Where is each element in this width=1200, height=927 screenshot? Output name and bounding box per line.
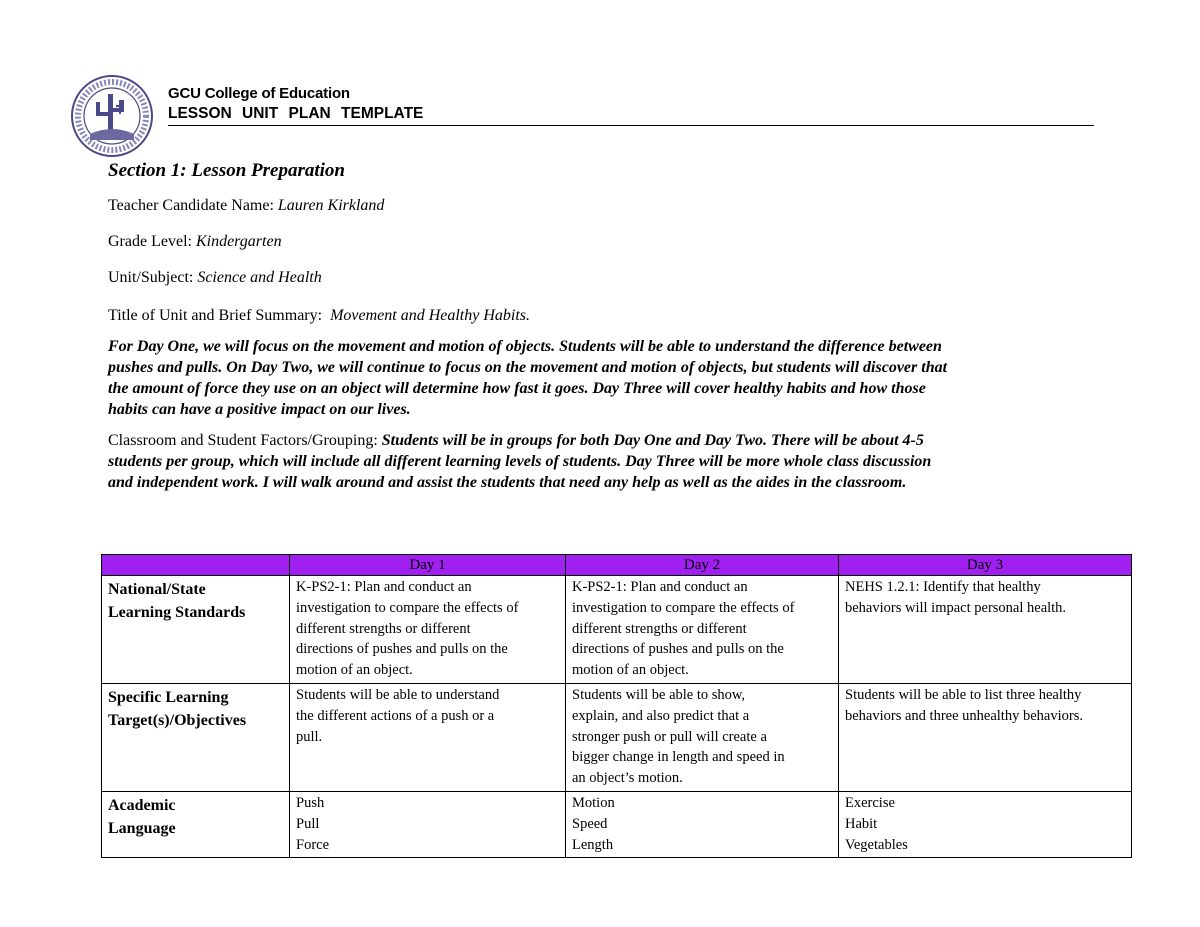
grouping-field: [108, 430, 1098, 493]
unit-summary: [108, 336, 1098, 420]
summary-line: habits can have a positive impact on our lives.: [108, 401, 411, 418]
cell-standards-day-1: [290, 576, 566, 684]
grouping-value: Students will be in groups for both Day One and Day Two. There will be about 4-5: [381, 432, 924, 449]
cell-text-line: behaviors will impact personal health.: [845, 599, 1067, 616]
cell-text-line: Length: [572, 836, 614, 853]
summary-line: the amount of force they use on an object will determine how fast it goes. Day Three will cover healthy habits and how those: [108, 380, 926, 397]
cell-text-line: Push: [296, 794, 325, 811]
summary-line: For Day One, we will focus on the movement and motion of objects. Students will be able to understand the difference between: [108, 338, 942, 355]
cell-language-day-3: [839, 791, 1132, 857]
cell-text-line: different strengths or different: [572, 620, 747, 637]
cell-text-line: bigger change in length and speed in: [572, 749, 785, 766]
teacher-name-value: Lauren Kirkland: [277, 197, 385, 214]
lesson-plan-table: [101, 554, 1132, 858]
cell-text-line: motion of an object.: [572, 662, 689, 679]
unit-subject-label: Unit/Subject:: [108, 269, 194, 286]
cell-text-line: Speed: [572, 815, 608, 832]
cell-text-line: K-PS2-1: Plan and conduct an: [572, 579, 748, 595]
cell-standards-day-3: [839, 576, 1132, 684]
cell-text-line: Language: [108, 819, 176, 837]
cell-text-line: Students will be able to show,: [572, 686, 746, 703]
table-row-objectives: [102, 683, 1132, 791]
cell-text-line: K-PS2-1: Plan and conduct an: [296, 579, 472, 595]
cell-text-line: the different actions of a push or a: [296, 707, 495, 724]
cell-language-day-1: [290, 791, 566, 857]
cell-text-line: Target(s)/Objectives: [108, 711, 247, 729]
unit-subject-field: [108, 267, 1098, 288]
cell-text-line: an object’s motion.: [572, 770, 683, 787]
cell-objectives-day-2: [566, 683, 839, 791]
header-cell-blank: [102, 555, 290, 576]
cell-text-line: Vegetables: [845, 836, 908, 853]
grouping-label: Classroom and Student Factors/Grouping:: [108, 432, 378, 449]
cell-text-line: Academic: [108, 796, 176, 814]
row-header-standards: [102, 576, 290, 684]
cell-objectives-day-1: [290, 683, 566, 791]
cell-text-line: pull.: [296, 728, 323, 745]
lesson-preparation-section: [108, 158, 1098, 493]
unit-title-value: Movement and Healthy Habits.: [330, 307, 531, 324]
cell-text-line: Motion: [572, 794, 615, 811]
table-header-row: [102, 555, 1132, 576]
document-header: [168, 84, 1094, 126]
cell-text-line: Exercise: [845, 794, 895, 811]
unit-title-label: Title of Unit and Brief Summary:: [108, 307, 323, 324]
cell-text-line: Habit: [845, 815, 878, 832]
grouping-line: and independent work. I will walk around and assist the students that need any help as well as the aides in the classroom.: [108, 474, 907, 491]
cell-objectives-day-3: [839, 683, 1132, 791]
cell-text-line: Learning Standards: [108, 604, 246, 621]
teacher-name-field: [108, 195, 1098, 216]
grade-level-field: [108, 231, 1098, 252]
summary-line: pushes and pulls. On Day Two, we will continue to focus on the movement and motion of objects, but students will discover that: [108, 359, 948, 376]
cell-text-line: explain, and also predict that a: [572, 707, 750, 724]
cell-text-line: Students will be able to list three healthy: [845, 686, 1082, 703]
cell-text-line: Force: [296, 836, 330, 853]
cell-text-line: Specific Learning: [108, 688, 229, 706]
row-header-academic-language: [102, 791, 290, 857]
unit-title-field: [108, 305, 1098, 326]
teacher-name-label: Teacher Candidate Name:: [108, 197, 274, 214]
template-title: LESSON UNIT PLAN TEMPLATE: [168, 104, 1094, 126]
college-name: GCU College of Education: [168, 85, 350, 102]
section-title: Section 1: Lesson Preparation: [108, 160, 345, 181]
cell-text-line: directions of pushes and pulls on the: [296, 641, 508, 658]
grouping-line: students per group, which will include all different learning levels of students. Day Three will be more whole class discussion: [108, 453, 932, 470]
table-row-standards: [102, 576, 1132, 684]
header-cell-day-1: Day 1: [290, 555, 566, 576]
grade-level-label: Grade Level:: [108, 233, 192, 250]
header-cell-day-2: Day 2: [566, 555, 839, 576]
cell-text-line: National/State: [108, 581, 206, 598]
cell-text-line: investigation to compare the effects of: [296, 599, 519, 616]
cell-text-line: investigation to compare the effects of: [572, 599, 795, 616]
cell-text-line: motion of an object.: [296, 662, 413, 679]
row-header-objectives: [102, 683, 290, 791]
cell-text-line: Pull: [296, 815, 320, 832]
header-cell-day-3: Day 3: [839, 555, 1132, 576]
cell-text-line: stronger push or pull will create a: [572, 728, 767, 745]
cell-text-line: NEHS 1.2.1: Identify that healthy: [845, 579, 1041, 595]
cell-text-line: different strengths or different: [296, 620, 471, 637]
table-row-academic-language: [102, 791, 1132, 857]
grade-level-value: Kindergarten: [195, 233, 282, 250]
cell-language-day-2: [566, 791, 839, 857]
cell-standards-day-2: [566, 576, 839, 684]
cell-text-line: directions of pushes and pulls on the: [572, 641, 784, 658]
cell-text-line: behaviors and three unhealthy behaviors.: [845, 707, 1083, 724]
unit-subject-value: Science and Health: [197, 269, 322, 286]
university-seal-logo: [70, 74, 154, 158]
cell-text-line: Students will be able to understand: [296, 686, 500, 703]
